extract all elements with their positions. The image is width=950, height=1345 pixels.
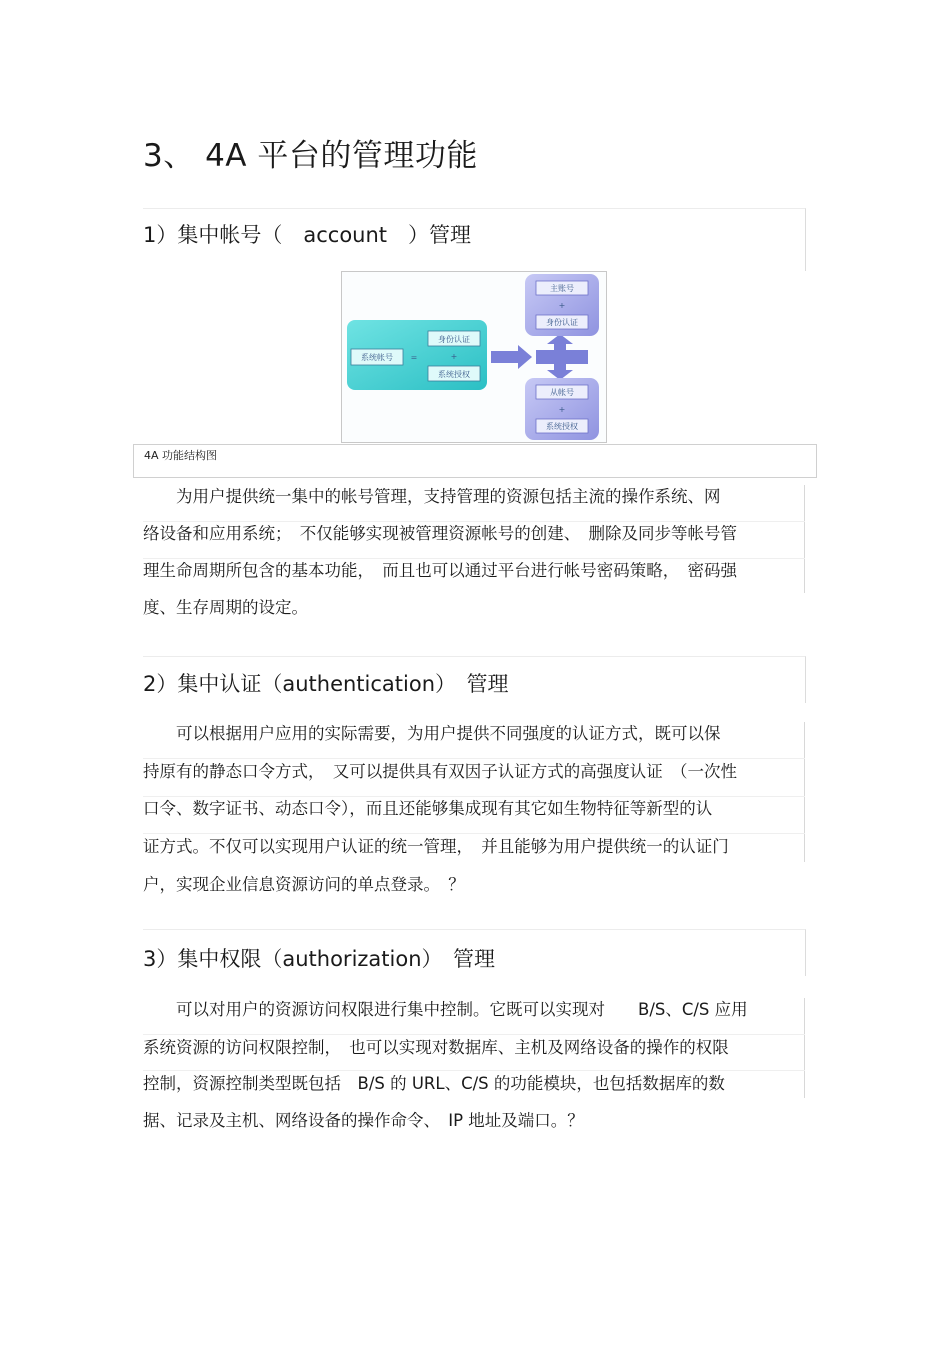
section-3-title: 3）集中权限（authorization） 管理 (143, 947, 496, 971)
right-arrow (491, 345, 532, 369)
equals-sign: = (410, 353, 418, 362)
plus-sign-top: + (558, 301, 566, 310)
master-account-label: 主账号 (550, 284, 574, 293)
para-rule (804, 998, 805, 1098)
paragraph-line: 据、记录及主机、网络设备的操作命令、 IP 地址及端口。？ (143, 1111, 584, 1130)
plus-sign: + (450, 352, 458, 361)
para-rule (804, 722, 805, 862)
para-rule (143, 758, 805, 759)
section-3-paragraph (143, 998, 805, 1138)
slave-account-label: 从帐号 (550, 388, 574, 397)
split-arrow (536, 334, 588, 380)
paragraph-line: 度、生存周期的设定。 (143, 598, 308, 617)
system-account-label: 系统帐号 (361, 353, 393, 362)
paragraph-line: 络设备和应用系统； 不仅能够实现被管理资源帐号的创建、 删除及同步等帐号管 (143, 524, 737, 543)
para-rule (804, 485, 805, 593)
section-2-paragraph (143, 722, 805, 902)
paragraph-line: 可以根据用户应用的实际需要，为用户提供不同强度的认证方式，既可以保 (143, 724, 721, 743)
para-rule (143, 1070, 805, 1071)
paragraph-line: 可以对用户的资源访问权限进行集中控制。它既可以实现对 B/S、C/S 应用 (143, 1000, 748, 1019)
paragraph-line: 口令、数字证书、动态口令），而且还能够集成现有其它如生物特征等新型的认 (143, 799, 713, 818)
slave-authz-label: 系统授权 (546, 422, 578, 431)
paragraph-line: 户，实现企业信息资源访问的单点登录。 ？ (143, 875, 465, 894)
section-2-title: 2）集中认证（authentication） 管理 (143, 672, 509, 696)
master-identity-label: 身份认证 (546, 318, 578, 327)
paragraph-line: 持原有的静态口令方式， 又可以提供具有双因子认证方式的高强度认证 （一次性 (143, 762, 737, 781)
para-rule (143, 1034, 805, 1035)
para-rule (143, 833, 805, 834)
section-1-title: 1）集中帐号（ account ）管理 (143, 223, 472, 247)
paragraph-line: 为用户提供统一集中的帐号管理，支持管理的资源包括主流的操作系统、网 (143, 487, 721, 506)
identity-auth-label: 身份认证 (438, 335, 470, 344)
paragraph-line: 系统资源的访问权限控制， 也可以实现对数据库、主机及网络设备的操作的权限 (143, 1038, 729, 1057)
figure-caption: 4A 功能结构图 (144, 449, 218, 462)
section-1-paragraph (143, 485, 805, 625)
paragraph-line: 控制，资源控制类型既包括 B/S 的 URL、C/S 的功能模块，也包括数据库的数 (143, 1074, 725, 1093)
paragraph-line: 证方式。不仅可以实现用户认证的统一管理， 并且能够为用户提供统一的认证门 (143, 837, 729, 856)
page-title: 3、 4A 平台的管理功能 (143, 138, 478, 174)
figure-caption-box (133, 444, 817, 478)
diagram-canvas (342, 272, 606, 442)
paragraph-line: 理生命周期所包含的基本功能， 而且也可以通过平台进行帐号密码策略， 密码强 (143, 561, 737, 580)
plus-sign-bottom: + (558, 405, 566, 414)
account-structure-diagram (341, 271, 607, 443)
system-authz-label: 系统授权 (438, 370, 470, 379)
